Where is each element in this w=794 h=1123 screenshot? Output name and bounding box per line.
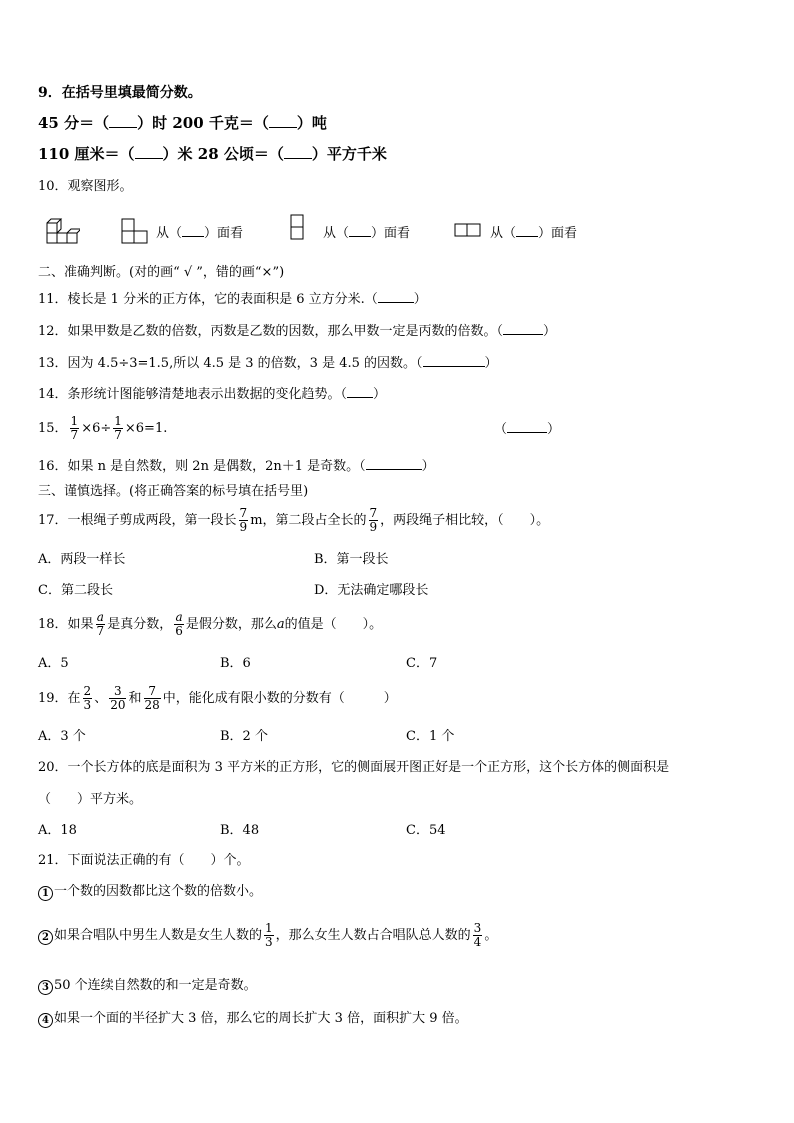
q15 <box>38 412 167 446</box>
q20-line1: 20．一个长方体的底是面积为 3 平方米的正方形，它的侧面展开图正好是一个正方形，这个长方体的侧面积是 <box>38 760 670 775</box>
q20-option-b[interactable]: B．48 <box>220 823 260 838</box>
q18-fraction-1-num <box>96 611 106 625</box>
q14-text: 14．条形统计图能够清楚地表示出数据的变化趋势。（ <box>38 387 348 402</box>
q19-fraction-3-den: 28 <box>144 698 160 712</box>
q17-option-a[interactable]: A．两段一样长 <box>38 552 126 567</box>
q19-fraction-3-num: 7 <box>144 685 161 699</box>
q9-line1 <box>38 114 327 132</box>
q9-blank-4[interactable] <box>284 146 312 159</box>
q12-blank[interactable] <box>503 322 543 335</box>
q10-view-3-post: ）面看 <box>538 226 578 241</box>
q9-blank-3[interactable] <box>135 146 163 159</box>
q9-line2-a-post: ）米 28 公顷＝（ <box>162 145 284 163</box>
q21-fraction-1-num: 1 <box>265 921 273 935</box>
q19-fraction-2-den: 20 <box>110 698 126 712</box>
q19-fraction-2-num: 3 <box>109 685 126 699</box>
q18-option-c[interactable]: C．7 <box>406 656 438 671</box>
q18-fraction-2-num <box>174 611 184 625</box>
q21-fraction-1 <box>264 922 274 949</box>
q16-close: ） <box>421 459 435 474</box>
q18-mid: 是真分数， <box>107 617 173 632</box>
q21-statement-2-pre: 如果合唱队中男生人数是女生人数的 <box>54 928 263 943</box>
q15-fraction-2-den: 7 <box>114 428 122 442</box>
q18-post: 是假分数，那么 <box>185 617 277 632</box>
q16-text: 16．如果 n 是自然数，则 2n 是偶数，2n＋1 是奇数。（ <box>38 459 366 474</box>
q18-pre: 18．如果 <box>38 617 94 632</box>
q18-fraction-2-var: a <box>175 610 183 624</box>
q20-line2: （ ）平方米。 <box>38 792 143 807</box>
q19-option-c[interactable]: C．1 个 <box>406 729 455 744</box>
q15-open: （ <box>494 422 508 437</box>
q10-view-1-pre: 从（ <box>156 226 183 241</box>
q15-fraction-1-den: 7 <box>70 428 79 442</box>
q21-fraction-2-num: 3 <box>473 921 482 935</box>
cube-stack-icon <box>44 216 80 248</box>
q10-view-3 <box>490 224 577 243</box>
q10-blank-1[interactable] <box>182 224 204 237</box>
q10-view-2-pre: 从（ <box>323 226 350 241</box>
circled-number-3: 3 <box>38 980 53 995</box>
q10-blank-2[interactable] <box>349 224 371 237</box>
q21-statement-2-mid: ，那么女生人数占合唱队总人数的 <box>275 928 471 943</box>
q15-blank[interactable] <box>507 420 547 433</box>
q10-blank-3[interactable] <box>516 224 538 237</box>
section-2-title: 二、准确判断。(对的画“ √ ”，错的画“×”) <box>38 265 285 280</box>
q15-close: ） <box>547 422 561 437</box>
q16-blank[interactable] <box>366 457 422 470</box>
q15-op2: ×6=1. <box>124 421 168 436</box>
circled-number-1: 1 <box>38 886 53 901</box>
q10-view-2 <box>323 224 410 243</box>
q21-fraction-1-den: 3 <box>265 935 273 949</box>
q15-op1: ×6÷ <box>81 421 112 436</box>
q17-fraction-2-num: 7 <box>369 506 378 520</box>
q14 <box>38 385 386 404</box>
q9-blank-1[interactable] <box>109 115 137 128</box>
q19-fraction-3 <box>144 685 161 712</box>
section-3-title: 三、谨慎选择。(将正确答案的标号填在括号里) <box>38 484 309 499</box>
q15-fraction-1 <box>70 415 80 442</box>
q21-statement-4 <box>38 1010 468 1028</box>
q15-num: 15． <box>38 421 68 436</box>
q18-option-b[interactable]: B．6 <box>220 656 251 671</box>
q21-statement-2-post: 。 <box>484 928 498 943</box>
q9-title: 9．在括号里填最简分数。 <box>38 85 202 101</box>
q14-blank[interactable] <box>347 385 373 398</box>
q10-view-2-post: ）面看 <box>371 226 411 241</box>
q19-fraction-2 <box>109 685 126 712</box>
circled-number-4: 4 <box>38 1013 53 1028</box>
q9-line2 <box>38 145 387 163</box>
circled-number-2: 2 <box>38 930 53 945</box>
q15-answer <box>494 420 560 439</box>
q13-blank[interactable] <box>423 354 485 367</box>
q12-close: ） <box>543 324 557 339</box>
q18-option-a[interactable]: A．5 <box>38 656 69 671</box>
q17-post: ，两段绳子相比较，（ ）。 <box>380 513 550 528</box>
q14-close: ） <box>373 387 387 402</box>
q13 <box>38 354 498 373</box>
top-view-icon <box>454 223 484 239</box>
q13-close: ） <box>484 356 498 371</box>
q10-view-1-post: ）面看 <box>204 226 244 241</box>
q12-text: 12．如果甲数是乙数的倍数，丙数是乙数的因数，那么甲数一定是丙数的倍数。（ <box>38 324 504 339</box>
front-view-icon <box>121 218 149 244</box>
q19-option-a[interactable]: A．3 个 <box>38 729 86 744</box>
q9-line2-b-post: ）平方千米 <box>311 145 387 163</box>
q17-fraction-1-den: 9 <box>239 520 248 534</box>
q18-fraction-1 <box>96 611 106 638</box>
q18-fraction-1-var: a <box>96 610 104 624</box>
side-view-icon <box>290 214 306 242</box>
q17-mid: m，第二段占全长的 <box>250 513 367 528</box>
q18 <box>38 608 382 642</box>
q21-statement-2 <box>38 918 497 954</box>
q13-text: 13．因为 4.5÷3=1.5,所以 4.5 是 3 的倍数，3 是 4.5 的因数。（ <box>38 356 423 371</box>
q19-fraction-1-den: 3 <box>83 698 92 712</box>
q17-fraction-2 <box>369 507 379 534</box>
q19-pre: 19．在 <box>38 691 81 706</box>
q19-fraction-1 <box>83 685 93 712</box>
q21-statement-3-text: 50 个连续自然数的和一定是奇数。 <box>54 978 257 993</box>
q18-var: a <box>276 617 285 632</box>
q16 <box>38 457 435 476</box>
q21-statement-1-text: 一个数的因数都比这个数的倍数小。 <box>54 884 263 899</box>
q17 <box>38 504 549 538</box>
q11 <box>38 290 427 309</box>
q17-fraction-1-num: 7 <box>239 506 248 520</box>
q15-fraction-1-num: 1 <box>70 414 79 428</box>
q17-pre: 17．一根绳子剪成两段，第一段长 <box>38 513 237 528</box>
q17-option-b[interactable]: B．第一段长 <box>314 552 389 567</box>
q17-fraction-1 <box>239 507 249 534</box>
q11-close: ） <box>413 292 427 307</box>
q18-fraction-2-den: 6 <box>175 624 183 638</box>
q18-fraction-1-den: 7 <box>96 624 105 638</box>
q21-statement-4-text: 如果一个面的半径扩大 3 倍，那么它的周长扩大 3 倍，面积扩大 9 倍。 <box>54 1011 468 1026</box>
q19-post: 中，能化成有限小数的分数有（ ） <box>162 691 397 706</box>
q9-line1-b-post: ）吨 <box>296 114 327 132</box>
q9-line1-a-pre: 45 分＝（ <box>38 114 110 132</box>
q19-option-b[interactable]: B．2 个 <box>220 729 268 744</box>
q18-fraction-2 <box>174 611 184 638</box>
q17-option-d[interactable]: D．无法确定哪段长 <box>314 583 429 598</box>
q10-view-3-pre: 从（ <box>490 226 517 241</box>
q9-blank-2[interactable] <box>269 115 297 128</box>
q19-sep2: 和 <box>128 691 142 706</box>
q17-fraction-2-den: 9 <box>369 520 378 534</box>
q11-blank[interactable] <box>378 290 414 303</box>
q12 <box>38 322 556 341</box>
q21-fraction-2-den: 4 <box>473 935 482 949</box>
q10-title: 10．观察图形。 <box>38 179 133 194</box>
q10-view-1 <box>156 224 243 243</box>
q19-sep1: 、 <box>94 691 108 706</box>
q20-option-c[interactable]: C．54 <box>406 823 446 838</box>
q21-statement-3 <box>38 977 257 995</box>
q17-option-c[interactable]: C．第二段长 <box>38 583 113 598</box>
q21-title: 21．下面说法正确的有（ ）个。 <box>38 853 250 868</box>
q18-post2: 的值是（ ）。 <box>284 617 383 632</box>
q19-fraction-1-num: 2 <box>83 684 92 698</box>
q20-option-a[interactable]: A．18 <box>38 823 77 838</box>
q9-line1-a-post: ）时 200 千克＝（ <box>137 114 269 132</box>
q19 <box>38 682 397 716</box>
q9-line2-a-pre: 110 厘米＝（ <box>38 145 135 163</box>
q11-text: 11．棱长是 1 分米的正方体，它的表面积是 6 立方分米.（ <box>38 292 378 307</box>
q15-fraction-2-num: 1 <box>114 414 122 428</box>
q21-fraction-2 <box>473 922 483 949</box>
q15-fraction-2 <box>113 415 123 442</box>
q21-statement-1 <box>38 883 262 901</box>
